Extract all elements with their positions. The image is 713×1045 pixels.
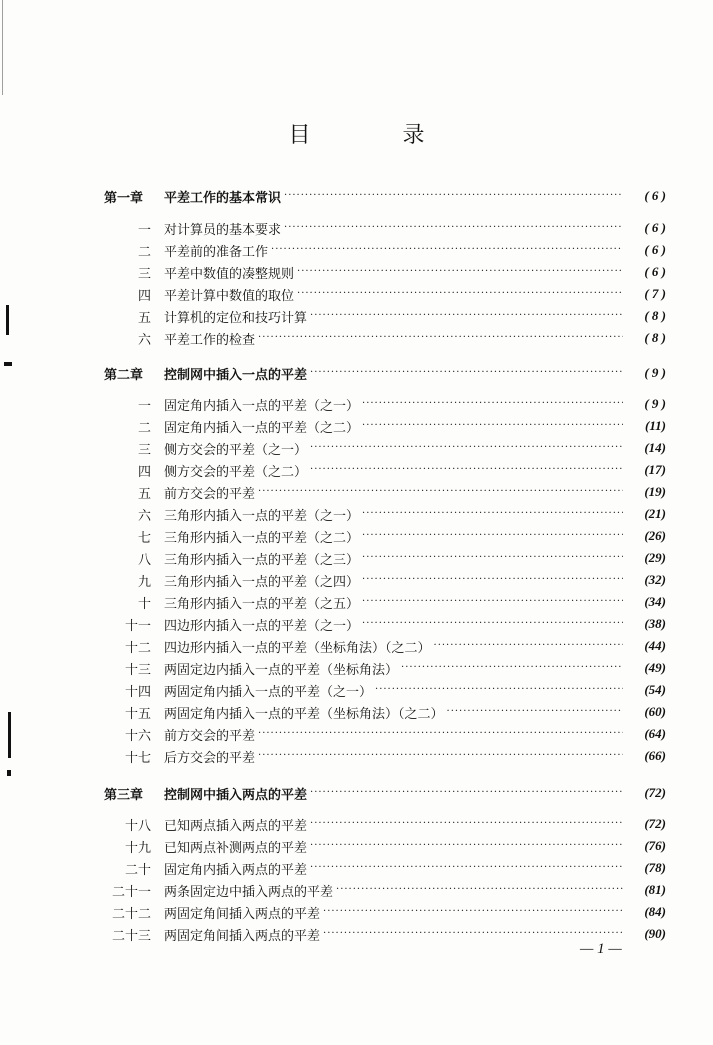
- toc-entry-page: ( 6 ): [644, 188, 666, 203]
- toc-entry-row: [104, 615, 666, 633]
- scan-mark: [6, 305, 9, 335]
- toc-entry-number: 十九: [124, 840, 151, 856]
- toc-entry-number: 三: [137, 442, 151, 458]
- toc-entry-page: ( 6 ): [644, 220, 666, 235]
- toc-entry-title: 两固定角间插入两点的平差: [164, 906, 321, 922]
- toc-entry-row: [104, 263, 666, 281]
- dot-leader: [401, 661, 623, 675]
- dot-leader: [310, 786, 623, 800]
- dot-leader: [362, 419, 623, 433]
- toc-entry-page: ( 6 ): [644, 242, 666, 257]
- dot-leader: [375, 683, 623, 697]
- toc-entry-title: 已知两点插入两点的平差: [164, 818, 308, 834]
- toc-entry-number: 五: [137, 310, 151, 326]
- toc-entry-number: 四: [137, 288, 151, 304]
- scan-mark: [7, 770, 11, 776]
- toc-entry-row: [104, 527, 666, 545]
- toc-entry-title: 平差工作的检查: [164, 332, 256, 348]
- toc-entry-page: (44): [644, 638, 666, 653]
- toc-chapter-row: [104, 784, 666, 802]
- dot-leader: [310, 366, 623, 380]
- toc-entry-page: (78): [644, 860, 666, 875]
- toc-entry-title: 两固定角间插入两点的平差: [164, 928, 321, 944]
- toc-entry-title: 两固定角内插入一点的平差（坐标角法）（之二）: [164, 706, 444, 722]
- toc-entry-row: [104, 593, 666, 611]
- toc-entry-page: (38): [644, 616, 666, 631]
- toc-entry-row: [104, 659, 666, 677]
- toc-entry-page: (11): [645, 418, 666, 433]
- toc-entry-number: 六: [137, 332, 151, 348]
- toc-entry-row: [104, 815, 666, 833]
- dot-leader: [362, 529, 623, 543]
- toc-entry-page: (19): [644, 484, 666, 499]
- toc-entry-page: (14): [644, 440, 666, 455]
- toc-entry-title: 对计算员的基本要求: [164, 222, 282, 238]
- dot-leader: [362, 617, 623, 631]
- toc-entry-title: 四边形内插入一点的平差（坐标角法）（之二）: [164, 640, 431, 656]
- toc-entry-title: 两固定边内插入一点的平差（坐标角法）: [164, 662, 399, 678]
- page-title: [0, 118, 713, 149]
- toc-entry-title: 侧方交会的平差（之一）: [164, 442, 308, 458]
- toc-entry-row: [104, 881, 666, 899]
- toc-entry-page: ( 6 ): [644, 264, 666, 279]
- toc-entry-number: 十八: [124, 818, 151, 834]
- toc-entry-number: 十六: [124, 728, 151, 744]
- toc-entry-number: 六: [137, 508, 151, 524]
- toc-entry-number: 一: [137, 222, 151, 238]
- dot-leader: [258, 727, 623, 741]
- toc-entry-number: 十三: [124, 662, 151, 678]
- toc-entry-page: (60): [644, 704, 666, 719]
- toc-entry-title: 三角形内插入一点的平差（之二）: [164, 530, 360, 546]
- toc-entry-title: 固定角内插入一点的平差（之二）: [164, 420, 360, 436]
- toc-entry-page: (90): [644, 926, 666, 941]
- toc-entry-row: [104, 285, 666, 303]
- toc-entry-title: 平差计算中数值的取位: [164, 288, 295, 304]
- toc-entry-page: (72): [644, 816, 666, 831]
- dot-leader: [284, 221, 623, 235]
- dot-leader: [258, 485, 623, 499]
- toc-entry-title: 三角形内插入一点的平差（之四）: [164, 574, 360, 590]
- toc-entry-title: 固定角内插入一点的平差（之一）: [164, 398, 360, 414]
- toc-entry-number: 第三章: [104, 787, 144, 803]
- dot-leader: [336, 883, 623, 897]
- toc-entry-page: ( 8 ): [644, 330, 666, 345]
- scan-mark: [4, 362, 12, 366]
- toc-entry-row: [104, 837, 666, 855]
- toc-entry-row: [104, 903, 666, 921]
- toc-entry-number: 十五: [124, 706, 151, 722]
- toc-entry-page: (49): [644, 660, 666, 675]
- toc-entry-page: ( 9 ): [644, 365, 666, 380]
- toc-entry-number: 十七: [124, 750, 151, 766]
- dot-leader: [362, 573, 623, 587]
- toc-entry-number: 二十三: [111, 928, 151, 944]
- toc-entry-title: 侧方交会的平差（之二）: [164, 464, 308, 480]
- toc-entry-number: 第二章: [104, 367, 144, 383]
- toc-entry-number: 四: [137, 464, 151, 480]
- toc-entry-page: (17): [644, 462, 666, 477]
- page-title-part-1: 目: [288, 123, 311, 148]
- toc-entry-row: [104, 439, 666, 457]
- dot-leader: [258, 749, 623, 763]
- page-title-part-2: 录: [402, 123, 425, 148]
- toc-entry-row: [104, 395, 666, 413]
- toc-entry-number: 七: [137, 530, 151, 546]
- toc-entry-page: (21): [644, 506, 666, 521]
- dot-leader: [434, 639, 623, 653]
- toc-entry-page: (72): [644, 785, 666, 800]
- toc-entry-number: 十二: [124, 640, 151, 656]
- toc-entry-number: 十: [137, 596, 151, 612]
- toc-entry-page: (76): [644, 838, 666, 853]
- toc-entry-page: (34): [644, 594, 666, 609]
- toc-entry-row: [104, 571, 666, 589]
- toc-entry-row: [104, 747, 666, 765]
- toc-entry-title: 控制网中插入一点的平差: [164, 367, 308, 383]
- dot-leader: [258, 331, 623, 345]
- dot-leader: [310, 463, 623, 477]
- toc-entry-row: [104, 307, 666, 325]
- toc-entry-row: [104, 549, 666, 567]
- scan-mark: [8, 712, 11, 758]
- toc-entry-title: 平差工作的基本常识: [164, 190, 282, 206]
- dot-leader: [362, 551, 623, 565]
- dot-leader: [323, 905, 623, 919]
- toc-entry-title: 三角形内插入一点的平差（之五）: [164, 596, 360, 612]
- toc-entry-number: 十一: [124, 618, 151, 634]
- dot-leader: [310, 861, 623, 875]
- toc-entry-row: [104, 241, 666, 259]
- toc-entry-number: 八: [137, 552, 151, 568]
- scan-mark: [2, 0, 3, 95]
- toc-entry-number: 十四: [124, 684, 151, 700]
- toc-entry-title: 控制网中插入两点的平差: [164, 787, 308, 803]
- toc-entry-number: 二十二: [111, 906, 151, 922]
- toc-entry-title: 计算机的定位和技巧计算: [164, 310, 308, 326]
- toc-entry-page: (81): [644, 882, 666, 897]
- toc-entry-row: [104, 505, 666, 523]
- dot-leader: [297, 287, 623, 301]
- toc-entry-row: [104, 417, 666, 435]
- toc-entry-row: [104, 483, 666, 501]
- dot-leader: [310, 839, 623, 853]
- toc-entry-title: 三角形内插入一点的平差（之三）: [164, 552, 360, 568]
- toc-entry-title: 后方交会的平差: [164, 750, 256, 766]
- toc-entry-row: [104, 681, 666, 699]
- toc-entry-number: 二: [137, 420, 151, 436]
- toc-entry-page: ( 8 ): [644, 308, 666, 323]
- dot-leader: [362, 397, 623, 411]
- dot-leader: [447, 705, 623, 719]
- dot-leader: [310, 441, 623, 455]
- toc-entry-page: ( 7 ): [644, 286, 666, 301]
- toc-entry-page: (54): [644, 682, 666, 697]
- toc-entry-title: 前方交会的平差: [164, 486, 256, 502]
- toc-entry-page: (26): [644, 528, 666, 543]
- page-number: — 1 —: [580, 941, 622, 957]
- dot-leader: [284, 189, 623, 203]
- dot-leader: [310, 309, 623, 323]
- toc-entry-number: 一: [137, 398, 151, 414]
- toc-entry-title: 前方交会的平差: [164, 728, 256, 744]
- toc-entry-title: 已知两点补测两点的平差: [164, 840, 308, 856]
- toc-entry-page: (64): [644, 726, 666, 741]
- toc-entry-page: (32): [644, 572, 666, 587]
- dot-leader: [271, 243, 623, 257]
- dot-leader: [297, 265, 623, 279]
- toc-entry-title: 两条固定边中插入两点的平差: [164, 884, 334, 900]
- toc-entry-title: 两固定角内插入一点的平差（之一）: [164, 684, 373, 700]
- toc-entry-row: [104, 725, 666, 743]
- toc-entry-row: [104, 329, 666, 347]
- toc-entry-title: 四边形内插入一点的平差（之一）: [164, 618, 360, 634]
- dot-leader: [323, 927, 623, 941]
- dot-leader: [362, 595, 623, 609]
- toc-entry-title: 三角形内插入一点的平差（之一）: [164, 508, 360, 524]
- toc-entry-row: [104, 703, 666, 721]
- toc-entry-number: 九: [137, 574, 151, 590]
- toc-entry-number: 三: [137, 266, 151, 282]
- toc-chapter-row: [104, 364, 666, 382]
- toc-entry-page: (66): [644, 748, 666, 763]
- toc-entry-row: [104, 461, 666, 479]
- toc-entry-row: [104, 637, 666, 655]
- toc-entry-row: [104, 859, 666, 877]
- toc-entry-title: 平差中数值的凑整规则: [164, 266, 295, 282]
- toc-entry-page: ( 9 ): [644, 396, 666, 411]
- toc-entry-row: [104, 219, 666, 237]
- toc-chapter-row: [104, 187, 666, 205]
- toc-entry-number: 二十一: [111, 884, 151, 900]
- toc-entry-page: (29): [644, 550, 666, 565]
- toc-entry-number: 五: [137, 486, 151, 502]
- toc-entry-title: 固定角内插入两点的平差: [164, 862, 308, 878]
- toc-entry-number: 二十: [124, 862, 151, 878]
- toc-entry-page: (84): [644, 904, 666, 919]
- dot-leader: [310, 817, 623, 831]
- toc-entry-number: 第一章: [104, 190, 144, 206]
- dot-leader: [362, 507, 623, 521]
- toc-entry-number: 二: [137, 244, 151, 260]
- toc-entry-title: 平差前的准备工作: [164, 244, 269, 260]
